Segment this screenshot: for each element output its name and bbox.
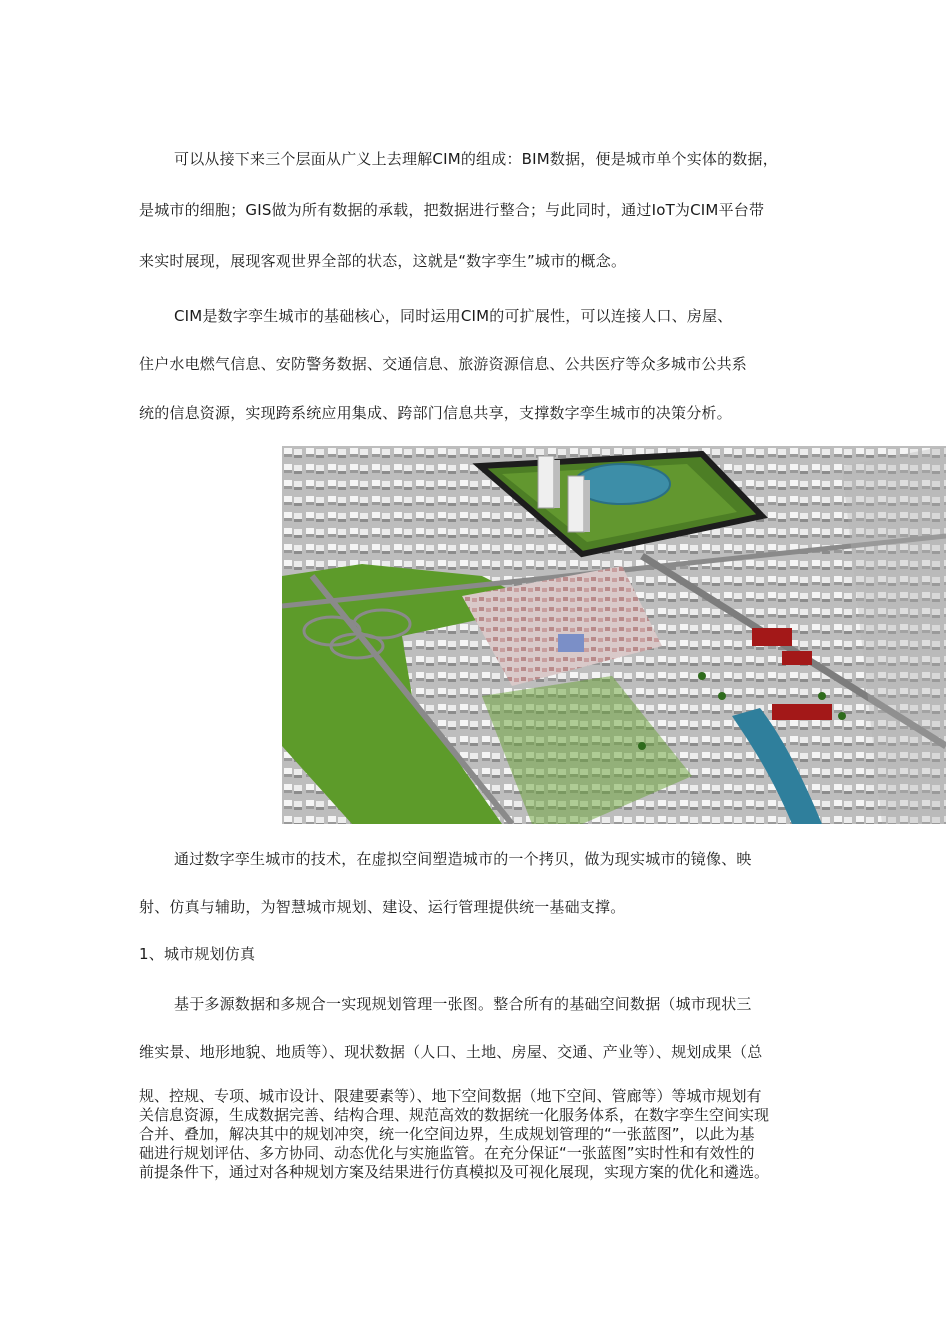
paragraph-4-line-7: 前提条件下，通过对各种规划方案及结果进行仿真模拟及可视化展现，实现方案的优化和遴选。 [139,1163,770,1181]
paragraph-2-line-1: CIM是数字孪生城市的基础核心，同时运用CIM的可扩展性，可以连接人口、房屋、 [174,307,733,325]
paragraph-1-line-1: 可以从接下来三个层面从广义上去理解CIM的组成：BIM数据，便是城市单个实体的数据， [174,150,778,168]
paragraph-4-line-6: 础进行规划评估、多方协同、动态优化与实施监管。在充分保证“一张蓝图”实时性和有效性的 [139,1144,755,1162]
paragraph-2-line-3: 统的信息资源，实现跨系统应用集成、跨部门信息共享，支撑数字孪生城市的决策分析。 [139,404,732,422]
paragraph-3-line-2: 射、仿真与辅助，为智慧城市规划、建设、运行管理提供统一基础支撑。 [139,898,626,916]
paragraph-4-line-3: 规、控规、专项、城市设计、限建要素等）、地下空间数据（地下空间、管廊等）等城市规划有 [139,1087,762,1105]
paragraph-4-line-2: 维实景、地形地貌、地质等）、现状数据（人口、土地、房屋、交通、产业等）、规划成果（总 [139,1043,763,1061]
city-model-image [282,446,946,824]
paragraph-3-line-1: 通过数字孪生城市的技术，在虚拟空间塑造城市的一个拷贝，做为现实城市的镜像、映 [174,850,752,868]
paragraph-1-line-2: 是城市的细胞；GIS做为所有数据的承载，把数据进行整合；与此同时，通过IoT为CIM平台带 [139,201,765,219]
paragraph-4-dense-block [139,1087,819,1182]
paragraph-4-line-5: 合并、叠加，解决其中的规划冲突，统一化空间边界，生成规划管理的“一张蓝图”，以此为基 [139,1125,755,1143]
paragraph-4-line-4: 关信息资源，生成数据完善、结构合理、规范高效的数据统一化服务体系，在数字孪生空间实现 [139,1106,770,1124]
section-heading-city-planning-simulation: 1、城市规划仿真 [139,945,256,963]
paragraph-1-line-3: 来实时展现，展现客观世界全部的状态，这就是“数字孪生”城市的概念。 [139,252,627,270]
paragraph-4-line-1: 基于多源数据和多规合一实现规划管理一张图。整合所有的基础空间数据（城市现状三 [174,995,752,1013]
paragraph-2-line-2: 住户水电燃气信息、安防警务数据、交通信息、旅游资源信息、公共医疗等众多城市公共系 [139,355,748,373]
